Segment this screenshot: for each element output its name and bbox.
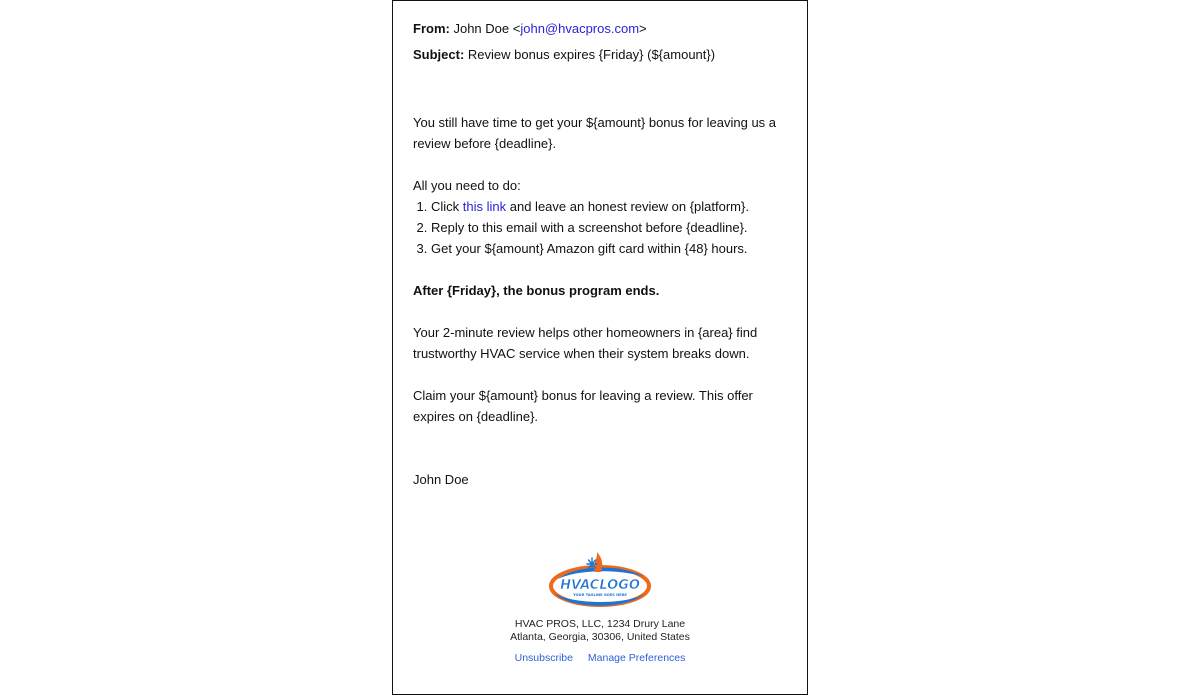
email-footer <box>393 549 807 664</box>
from-email-link[interactable]: john@hvacpros.com <box>520 21 640 36</box>
address-line-1: HVAC PROS, LLC, 1234 Drury Lane <box>514 618 686 630</box>
review-link[interactable]: this link <box>462 199 507 214</box>
subject-text: Review bonus expires {Friday} (${amount}) <box>467 47 716 62</box>
warning-paragraph: After {Friday}, the bonus program ends. <box>413 283 660 298</box>
step-1 <box>431 196 783 217</box>
manage-preferences-link[interactable]: Manage Preferences <box>587 652 686 664</box>
logo-tagline: YOUR TAGLINE GOES HERE <box>573 593 627 597</box>
claim-paragraph: Claim your ${amount} bonus for leaving a review. This offer expires on {deadline}. <box>413 388 753 424</box>
logo-wordmark: HVACLOGO <box>560 578 640 593</box>
subject-line <box>413 44 715 65</box>
from-line: From: John Doe <john@hvacpros.com> <box>413 21 647 36</box>
steps-list <box>413 196 783 259</box>
step-2: 2. Reply to this email with a screenshot before {deadline}. <box>431 217 783 238</box>
intro-paragraph: You still have time to get your ${amount} bonus for leaving us a review before {deadline}. <box>413 115 777 151</box>
step-1-suffix: and leave an honest review on {platform}. <box>506 199 749 214</box>
footer-links <box>393 652 807 664</box>
benefit-paragraph: Your 2-minute review helps other homeowners in {area} find trustworthy HVAC service when their system breaks down. <box>413 325 758 361</box>
signature: John Doe <box>413 472 469 487</box>
address-line-2: Atlanta, Georgia, 30306, United States <box>510 630 690 643</box>
steps-intro: All you need to do: <box>413 178 521 193</box>
subject-label: Subject: <box>413 47 465 62</box>
company-address <box>393 618 807 643</box>
from-name: John Doe <box>453 21 510 36</box>
email-frame <box>392 0 808 695</box>
unsubscribe-link[interactable]: Unsubscribe <box>514 652 573 664</box>
from-label: From: <box>413 21 450 36</box>
step-3: 3. Get your ${amount} Amazon gift card within {48} hours. <box>431 238 783 259</box>
step-1-prefix: Click <box>431 199 463 214</box>
hvac-logo <box>548 549 652 611</box>
